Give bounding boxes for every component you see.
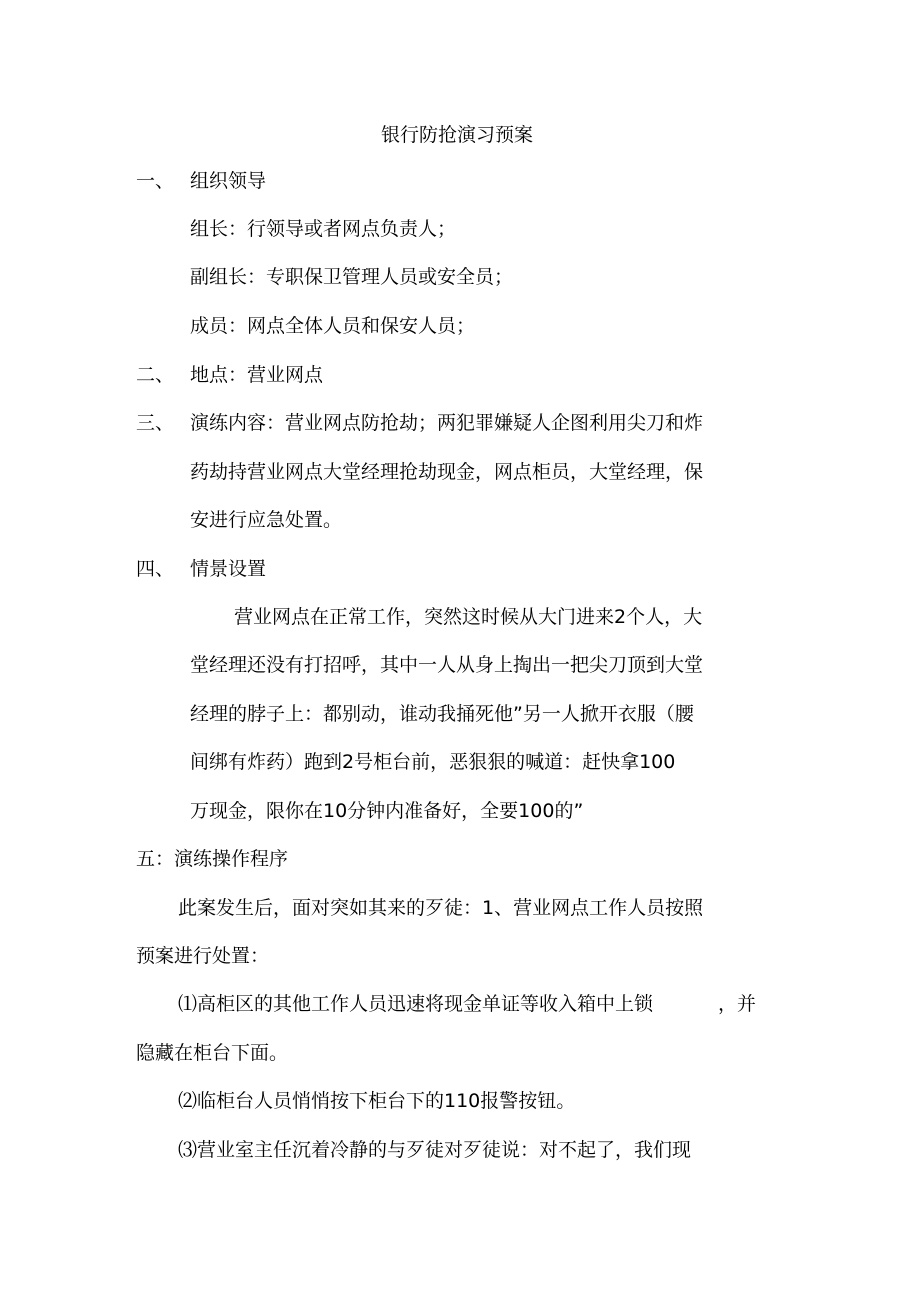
deputy-line: 副组长：专职保卫管理人员或安全员； (190, 266, 514, 288)
section-4-heading: 情景设置 (190, 558, 267, 580)
leader-line: 组长：行领导或者网点负责人； (190, 218, 457, 240)
section-2-number: 二、 (136, 364, 175, 386)
procedure-line: 此案发生后，面对突如其来的歹徒：1、营业网点工作人员按照 (178, 897, 704, 919)
section-3-line: 药劫持营业网点大堂经理抢劫现金，网点柜员，大堂经理，保 (190, 461, 704, 483)
scenario-line: 万现金，限你在10分钟内准备好，全要100的” (190, 800, 584, 822)
section-4-number: 四、 (136, 558, 175, 580)
scenario-line: 间绑有炸药）跑到2号柜台前，恶狠狠的喊道：赶快拿100 (190, 751, 676, 773)
section-3-line: 演练内容：营业网点防抢劫；两犯罪嫌疑人企图利用尖刀和炸 (190, 412, 704, 434)
procedure-line: 预案进行处置： (136, 945, 270, 967)
scenario-line: 堂经理还没有打招呼，其中一人从身上掏出一把尖刀顶到大堂 (190, 654, 704, 676)
section-1-heading: 组织领导 (190, 170, 267, 192)
members-line: 成员：网点全体人员和保安人员； (190, 315, 476, 337)
procedure-item-2: ⑵临柜台人员悄悄按下柜台下的110报警按钮。 (178, 1090, 576, 1112)
procedure-item-3: ⑶营业室主任沉着冷静的与歹徒对歹徒说：对不起了，我们现 (178, 1139, 692, 1161)
procedure-item-1-tail: ，并 (718, 993, 757, 1015)
section-3-number: 三、 (136, 412, 175, 434)
scenario-line: 经理的脖子上：都别动，谁动我捅死他”另一人掀开衣服（腰 (190, 703, 694, 725)
document-title: 银行防抢演习预案 (380, 124, 533, 146)
procedure-line: 隐藏在柜台下面。 (136, 1042, 289, 1064)
section-1-number: 一、 (136, 170, 175, 192)
section-2-heading: 地点：营业网点 (190, 364, 324, 386)
scenario-line: 营业网点在正常工作，突然这时候从大门进来2个人，大 (234, 606, 703, 628)
section-3-line: 安进行应急处置。 (190, 509, 343, 531)
section-5-heading: 五：演练操作程序 (136, 848, 289, 870)
procedure-item-1: ⑴高柜区的其他工作人员迅速将现金单证等收入箱中上锁 (178, 993, 654, 1015)
